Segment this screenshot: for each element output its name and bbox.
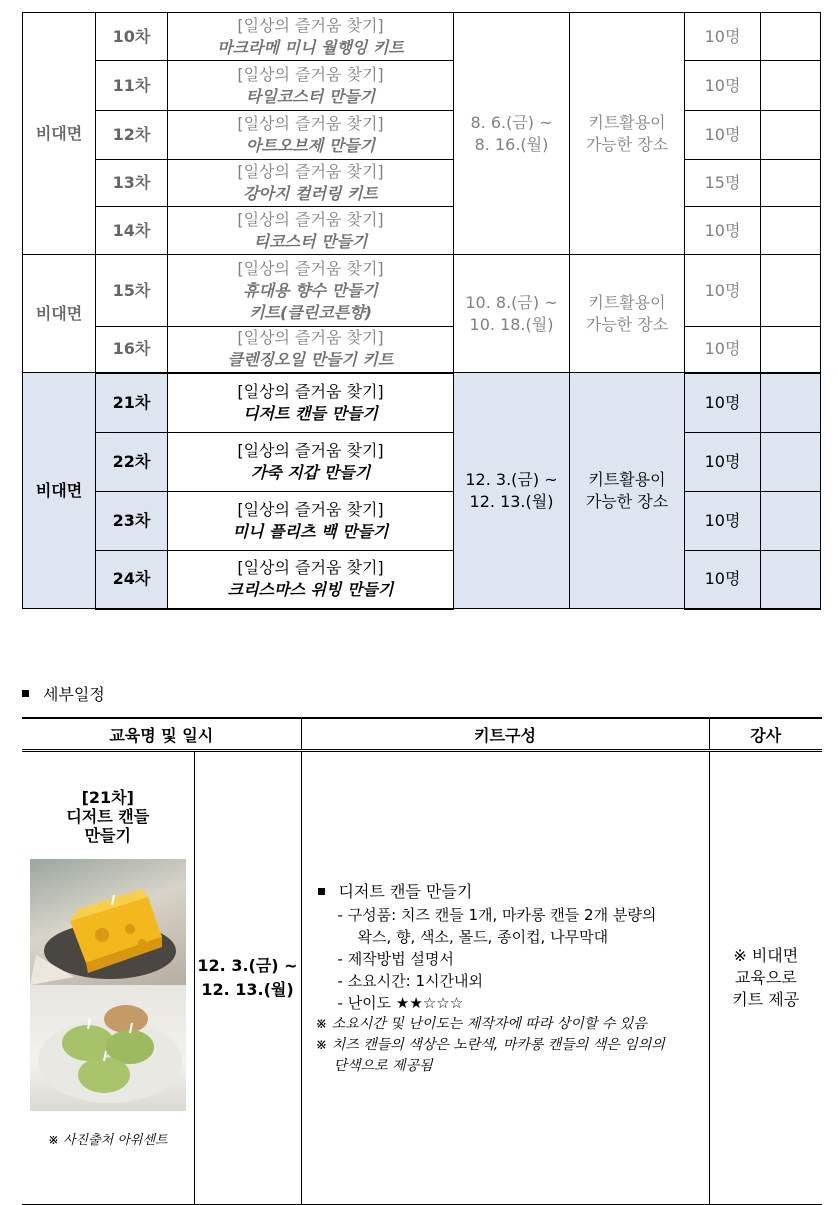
kit-title — [314, 880, 709, 904]
program-name: 크리스마스 위빙 만들기 — [227, 580, 394, 600]
date-line2: 12. 13.(월) — [201, 980, 294, 999]
program-cell — [168, 13, 454, 61]
program-cell — [168, 207, 454, 255]
capacity-cell: 10명 — [685, 492, 761, 551]
kit-item-difficulty: - 난이도 ★★☆☆☆ — [337, 993, 464, 1012]
schedule-row — [23, 13, 821, 61]
capacity-cell: 10명 — [685, 327, 761, 373]
blank-cell — [761, 255, 821, 327]
blank-cell — [761, 207, 821, 255]
place-cell — [570, 13, 685, 255]
section-heading-text: 세부일정 — [43, 685, 105, 704]
schedule-row — [23, 551, 821, 609]
program-category: [일상의 즐거움 찾기] — [237, 500, 384, 519]
square-bullet-icon — [318, 888, 325, 895]
date-cell — [454, 13, 570, 255]
blank-cell — [761, 551, 821, 609]
kit-item-time: - 소요시간: 1시간내외 — [337, 971, 483, 990]
session-number: 14차 — [96, 207, 168, 255]
program-name: 클렌징오일 만들기 키트 — [227, 350, 394, 370]
session-number: 23차 — [96, 492, 168, 551]
header-kit: 키트구성 — [301, 718, 709, 751]
place-text: 키트활용이 가능한 장소 — [585, 469, 669, 511]
program-category: [일상의 즐거움 찾기] — [237, 64, 384, 84]
kit-note-color-cont: 단색으로 제공됨 — [333, 1057, 433, 1074]
schedule-row — [23, 111, 821, 160]
cheese-candle-photo — [30, 859, 186, 985]
program-category: [일상의 즐거움 찾기] — [237, 558, 384, 578]
program-name: 타일코스터 만들기 — [245, 86, 376, 106]
category-cell: 비대면 — [23, 373, 96, 609]
program-category: [일상의 즐거움 찾기] — [237, 381, 384, 401]
schedule-row — [23, 492, 821, 551]
blank-cell — [761, 111, 821, 160]
blank-cell — [761, 492, 821, 551]
blank-cell — [761, 160, 821, 207]
instructor-cell — [709, 751, 822, 1205]
date-cell — [454, 255, 570, 373]
program-cell — [168, 61, 454, 111]
capacity-cell: 10명 — [685, 61, 761, 111]
program-category: [일상의 즐거움 찾기] — [237, 162, 384, 181]
capacity-cell: 10명 — [685, 255, 761, 327]
schedule-row — [23, 255, 821, 327]
photo-credit: ※ 사진출처 아위센트 — [47, 1133, 168, 1148]
date-cell — [454, 373, 570, 609]
program-title-cell — [22, 751, 194, 1205]
kit-item-manual: - 제작방법 설명서 — [337, 949, 454, 968]
section-heading — [22, 682, 105, 705]
capacity-cell: 10명 — [685, 207, 761, 255]
program-cell — [168, 111, 454, 160]
macaron-candle-photo — [30, 985, 186, 1111]
category-cell: 비대면 — [23, 255, 96, 373]
capacity-cell: 10명 — [685, 111, 761, 160]
program-name: 아트오브제 만들기 — [245, 136, 376, 155]
schedule-row — [23, 327, 821, 373]
schedule-table — [22, 12, 821, 610]
detail-header-row — [22, 718, 822, 751]
program-name: 휴대용 향수 만들기 — [243, 280, 378, 300]
detail-row — [22, 751, 822, 1205]
date-text: 12. 3.(금) ~ 12. 13.(월) — [465, 469, 558, 511]
program-cell — [168, 160, 454, 207]
category-cell: 비대면 — [23, 13, 96, 255]
program-name: 마크라메 미니 월행잉 키트 — [217, 37, 404, 57]
capacity-cell: 10명 — [685, 373, 761, 433]
capacity-cell: 15명 — [685, 160, 761, 207]
program-cell — [168, 255, 454, 327]
program-category: [일상의 즐거움 찾기] — [237, 114, 384, 133]
session-number: 10차 — [96, 13, 168, 61]
program-cell — [168, 373, 454, 433]
place-cell — [570, 373, 685, 609]
program-name: 디저트 캔들 만들기 — [243, 403, 378, 423]
schedule-row — [23, 373, 821, 433]
program-name: 티코스터 만들기 — [253, 231, 368, 251]
session-number: 11차 — [96, 61, 168, 111]
capacity-cell: 10명 — [685, 433, 761, 492]
date-text: 8. 6.(금) ~ 8. 16.(월) — [470, 112, 553, 154]
blank-cell — [761, 327, 821, 373]
blank-cell — [761, 13, 821, 61]
program-name: 미니 플리츠 백 만들기 — [232, 522, 389, 541]
program-category: [일상의 즐거움 찾기] — [237, 15, 384, 35]
program-category: [일상의 즐거움 찾기] — [237, 441, 384, 460]
program-cell — [168, 551, 454, 609]
blank-cell — [761, 61, 821, 111]
program-category: [일상의 즐거움 찾기] — [237, 258, 384, 278]
place-text: 키트활용이 가능한 장소 — [585, 112, 669, 154]
session-number: 12차 — [96, 111, 168, 160]
session-number: 24차 — [96, 551, 168, 609]
kit-item-components-cont: 왁스, 향, 색소, 몰드, 종이컵, 나무막대 — [357, 927, 609, 946]
schedule-row — [23, 160, 821, 207]
kit-item-components: - 구성품: 치즈 캔들 1개, 마카롱 캔들 2개 분량의 — [337, 905, 657, 924]
capacity-cell: 10명 — [685, 13, 761, 61]
session-number: 13차 — [96, 160, 168, 207]
date-text: 10. 8.(금) ~ 10. 18.(월) — [465, 292, 558, 334]
program-title-line3: 만들기 — [84, 826, 131, 845]
program-name: 강아지 컬러링 키트 — [243, 184, 378, 203]
schedule-row — [23, 61, 821, 111]
detail-table — [22, 717, 822, 1205]
session-number: 15차 — [96, 255, 168, 327]
kit-note-time: ※ 소요시간 및 난이도는 제작자에 따라 상이할 수 있음 — [315, 1015, 647, 1032]
schedule-row — [23, 433, 821, 492]
product-photo — [30, 859, 186, 1111]
program-category: [일상의 즐거움 찾기] — [237, 209, 384, 229]
session-number: 22차 — [96, 433, 168, 492]
program-cell — [168, 433, 454, 492]
program-title-line1: [21차] — [81, 788, 134, 807]
instructor-line3: 키트 제공 — [732, 990, 800, 1009]
header-name: 교육명 및 일시 — [22, 718, 301, 751]
instructor-line1: ※ 비대면 — [733, 946, 799, 965]
instructor-line2: 교육으로 — [734, 968, 797, 987]
session-number: 16차 — [96, 327, 168, 373]
program-category: [일상의 즐거움 찾기] — [237, 328, 384, 348]
schedule-row — [23, 207, 821, 255]
program-cell — [168, 492, 454, 551]
kit-cell — [301, 751, 709, 1205]
program-title-line2: 디저트 캔들 — [66, 807, 150, 826]
program-name: 가죽 지갑 만들기 — [250, 463, 371, 482]
blank-cell — [761, 433, 821, 492]
place-cell — [570, 255, 685, 373]
capacity-cell: 10명 — [685, 551, 761, 609]
program-cell — [168, 327, 454, 373]
date-line1: 12. 3.(금) ~ — [197, 956, 298, 975]
header-instructor: 강사 — [709, 718, 822, 751]
date-cell — [194, 751, 301, 1205]
program-name-line2: 키트(클린코튼향) — [249, 302, 372, 322]
square-bullet-icon — [22, 690, 29, 697]
kit-title-text: 디저트 캔들 만들기 — [338, 881, 473, 901]
kit-note-color: ※ 치즈 캔들의 색상은 노란색, 마카롱 캔들의 색은 임의의 — [315, 1036, 665, 1053]
blank-cell — [761, 373, 821, 433]
session-number: 21차 — [96, 373, 168, 433]
place-text: 키트활용이 가능한 장소 — [585, 292, 669, 334]
